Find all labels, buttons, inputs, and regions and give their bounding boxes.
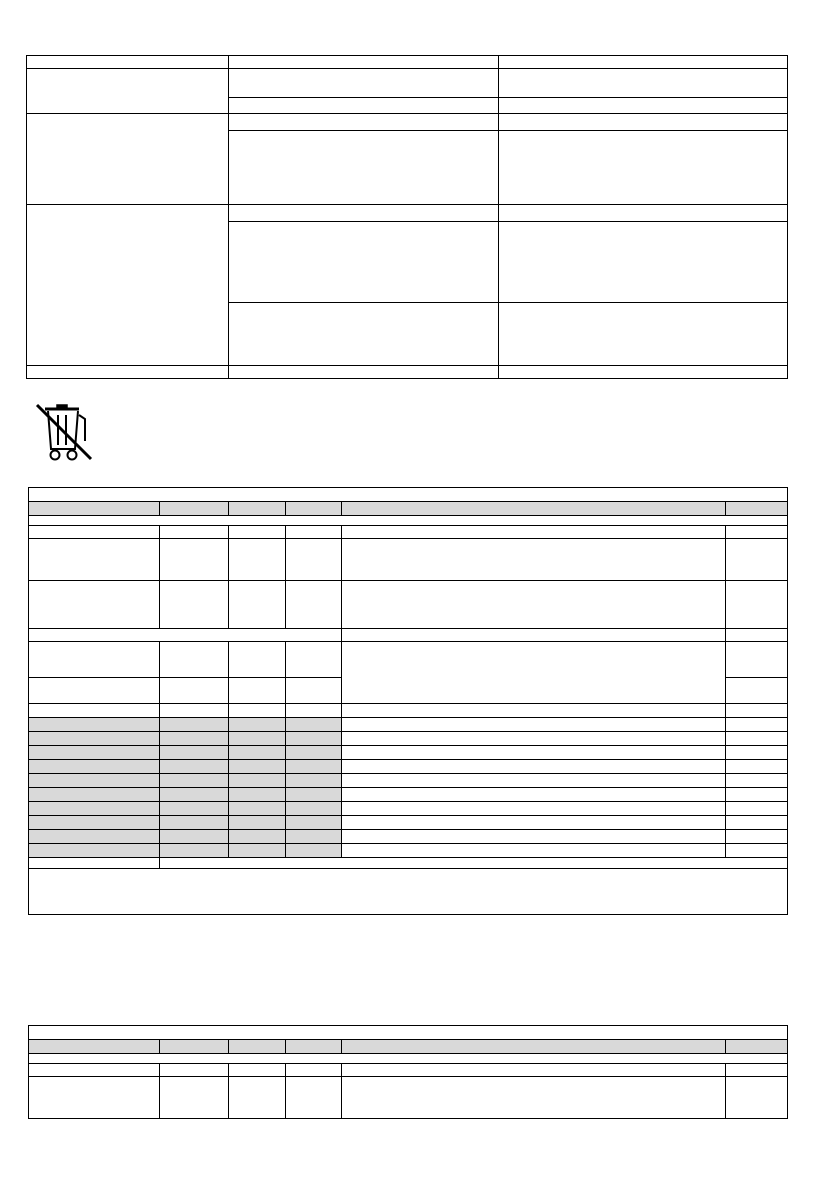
parts-main-cell <box>725 581 787 629</box>
spec-top-cell <box>228 222 498 303</box>
parts-main-cell <box>725 788 787 802</box>
parts-secondary-cell <box>159 1077 229 1119</box>
parts-main-cell <box>29 642 160 678</box>
parts-main-row <box>29 816 788 830</box>
spec-top-cell <box>27 114 229 205</box>
parts-main-cell <box>285 816 341 830</box>
spec-top-row <box>27 69 788 98</box>
parts-main-row <box>29 539 788 581</box>
spec-top-cell <box>228 56 498 69</box>
parts-main-cell <box>285 788 341 802</box>
parts-main-cell <box>285 539 341 581</box>
parts-main-cell <box>29 678 160 704</box>
parts-main-cell <box>29 816 160 830</box>
parts-main-cell <box>229 678 285 704</box>
parts-main-cell <box>285 718 341 732</box>
parts-main-cell <box>159 760 229 774</box>
parts-secondary-row <box>29 1040 788 1054</box>
parts-main-cell <box>725 678 787 704</box>
parts-main-cell <box>159 718 229 732</box>
parts-main-cell <box>285 526 341 539</box>
parts-main-cell <box>159 704 229 718</box>
parts-secondary-row <box>29 1064 788 1077</box>
parts-main-row <box>29 718 788 732</box>
parts-secondary-row <box>29 1077 788 1119</box>
parts-main-row <box>29 516 788 526</box>
parts-main-cell <box>285 732 341 746</box>
parts-main-cell <box>725 629 787 642</box>
parts-main-cell <box>159 774 229 788</box>
parts-main-row <box>29 869 788 915</box>
parts-main-cell <box>159 788 229 802</box>
parts-main-row <box>29 830 788 844</box>
spec-top-cell <box>498 131 787 205</box>
parts-main-row <box>29 642 788 678</box>
parts-secondary-cell <box>229 1040 285 1054</box>
spec-top-cell <box>228 98 498 114</box>
parts-secondary-cell <box>725 1064 787 1077</box>
parts-main-cell <box>29 581 160 629</box>
parts-main-row <box>29 802 788 816</box>
parts-main-cell <box>725 526 787 539</box>
parts-main-cell <box>725 642 787 678</box>
spec-top-cell <box>498 114 787 131</box>
parts-main-row <box>29 746 788 760</box>
parts-main-cell <box>159 746 229 760</box>
parts-main-cell <box>229 844 285 858</box>
parts-list-table-main <box>28 487 788 915</box>
parts-secondary-cell <box>229 1064 285 1077</box>
parts-main-cell <box>341 629 725 642</box>
parts-main-cell <box>341 581 725 629</box>
spec-top-cell <box>228 205 498 222</box>
parts-main-cell <box>285 844 341 858</box>
parts-secondary-cell <box>341 1040 725 1054</box>
parts-main-cell <box>285 774 341 788</box>
parts-main-cell <box>29 732 160 746</box>
parts-secondary-cell <box>29 1064 160 1077</box>
spec-top-cell <box>27 69 229 114</box>
parts-main-cell <box>229 642 285 678</box>
parts-main-cell <box>341 830 725 844</box>
parts-main-cell <box>725 746 787 760</box>
parts-main-cell <box>341 774 725 788</box>
parts-secondary-cell <box>285 1077 341 1119</box>
parts-secondary-cell <box>285 1040 341 1054</box>
parts-main-row <box>29 629 788 642</box>
parts-main-cell <box>29 516 788 526</box>
parts-main-cell <box>341 746 725 760</box>
parts-main-row <box>29 844 788 858</box>
spec-top-cell <box>498 98 787 114</box>
parts-list-table-secondary <box>28 1025 788 1119</box>
parts-main-cell <box>341 844 725 858</box>
parts-main-cell <box>159 526 229 539</box>
parts-main-cell <box>341 539 725 581</box>
parts-main-cell <box>229 718 285 732</box>
parts-main-cell <box>341 642 725 704</box>
parts-main-cell <box>725 732 787 746</box>
parts-main-cell <box>29 718 160 732</box>
specifications-table-top <box>26 55 788 379</box>
parts-main-cell <box>29 760 160 774</box>
parts-main-cell <box>341 760 725 774</box>
parts-main-cell <box>285 704 341 718</box>
parts-main-row <box>29 526 788 539</box>
parts-main-cell <box>229 760 285 774</box>
parts-main-cell <box>725 802 787 816</box>
parts-secondary-cell <box>29 1040 160 1054</box>
parts-main-cell <box>29 858 160 869</box>
parts-main-cell <box>159 732 229 746</box>
parts-secondary-cell <box>29 1054 788 1064</box>
parts-secondary-cell <box>341 1077 725 1119</box>
parts-main-cell <box>159 844 229 858</box>
parts-main-cell <box>341 526 725 539</box>
parts-main-row <box>29 502 788 516</box>
parts-main-cell <box>159 502 229 516</box>
parts-main-cell <box>159 830 229 844</box>
parts-main-cell <box>229 539 285 581</box>
spec-top-cell <box>228 131 498 205</box>
parts-main-cell <box>159 858 787 869</box>
parts-main-row <box>29 704 788 718</box>
parts-main-cell <box>229 746 285 760</box>
spec-top-cell <box>27 205 229 366</box>
parts-main-row <box>29 488 788 502</box>
spec-top-row <box>27 56 788 69</box>
spec-top-cell <box>228 69 498 98</box>
parts-secondary-row <box>29 1054 788 1064</box>
parts-main-cell <box>725 816 787 830</box>
parts-main-cell <box>725 704 787 718</box>
spec-top-cell <box>498 222 787 303</box>
parts-main-cell <box>341 732 725 746</box>
parts-main-row <box>29 732 788 746</box>
spec-top-cell <box>228 303 498 366</box>
parts-main-cell <box>29 704 160 718</box>
parts-secondary-cell <box>159 1064 229 1077</box>
parts-main-cell <box>29 629 342 642</box>
parts-main-cell <box>29 502 160 516</box>
parts-main-cell <box>725 774 787 788</box>
parts-main-row <box>29 858 788 869</box>
parts-main-cell <box>341 816 725 830</box>
parts-main-cell <box>725 844 787 858</box>
parts-secondary-cell <box>725 1040 787 1054</box>
parts-main-cell <box>29 539 160 581</box>
parts-main-cell <box>29 869 788 915</box>
parts-main-cell <box>285 581 341 629</box>
parts-main-cell <box>229 816 285 830</box>
parts-main-cell <box>159 802 229 816</box>
spec-top-cell <box>498 205 787 222</box>
spec-top-row <box>27 205 788 222</box>
spec-top-cell <box>498 69 787 98</box>
parts-main-cell <box>29 802 160 816</box>
parts-main-row <box>29 774 788 788</box>
parts-secondary-row <box>29 1026 788 1040</box>
parts-main-cell <box>285 642 341 678</box>
parts-main-cell <box>29 488 788 502</box>
parts-main-cell <box>29 788 160 802</box>
spec-top-cell <box>498 56 787 69</box>
parts-main-cell <box>229 526 285 539</box>
parts-main-cell <box>29 830 160 844</box>
parts-main-cell <box>285 746 341 760</box>
parts-main-row <box>29 760 788 774</box>
parts-main-cell <box>725 539 787 581</box>
parts-main-cell <box>725 502 787 516</box>
spec-top-cell <box>27 56 229 69</box>
parts-main-cell <box>29 746 160 760</box>
parts-main-cell <box>285 502 341 516</box>
parts-main-cell <box>229 788 285 802</box>
parts-main-cell <box>159 678 229 704</box>
parts-secondary-cell <box>29 1026 788 1040</box>
parts-main-cell <box>725 830 787 844</box>
parts-main-cell <box>229 704 285 718</box>
spec-top-cell <box>228 366 498 379</box>
spec-top-row <box>27 114 788 131</box>
parts-main-cell <box>29 844 160 858</box>
parts-main-cell <box>159 539 229 581</box>
parts-main-cell <box>725 760 787 774</box>
parts-main-cell <box>229 581 285 629</box>
spec-top-cell <box>27 366 229 379</box>
parts-main-cell <box>159 816 229 830</box>
parts-main-cell <box>285 760 341 774</box>
parts-main-cell <box>159 581 229 629</box>
parts-main-cell <box>341 788 725 802</box>
parts-main-cell <box>29 774 160 788</box>
parts-main-cell <box>159 642 229 678</box>
parts-main-cell <box>229 774 285 788</box>
parts-main-cell <box>229 502 285 516</box>
parts-main-cell <box>285 830 341 844</box>
parts-secondary-cell <box>285 1064 341 1077</box>
parts-main-cell <box>285 802 341 816</box>
parts-main-cell <box>229 732 285 746</box>
spec-top-row <box>27 366 788 379</box>
parts-main-row <box>29 788 788 802</box>
parts-main-cell <box>341 718 725 732</box>
parts-main-cell <box>229 802 285 816</box>
crossed-out-wheeled-bin-icon <box>33 397 95 469</box>
spec-top-cell <box>498 366 787 379</box>
parts-main-cell <box>341 502 725 516</box>
spec-top-cell <box>498 303 787 366</box>
parts-secondary-cell <box>29 1077 160 1119</box>
parts-main-cell <box>725 718 787 732</box>
parts-secondary-cell <box>159 1040 229 1054</box>
parts-main-cell <box>341 704 725 718</box>
parts-main-cell <box>29 526 160 539</box>
parts-secondary-cell <box>341 1064 725 1077</box>
parts-main-cell <box>341 802 725 816</box>
parts-secondary-cell <box>229 1077 285 1119</box>
parts-main-row <box>29 581 788 629</box>
parts-main-cell <box>229 830 285 844</box>
spec-top-cell <box>228 114 498 131</box>
parts-main-cell <box>285 678 341 704</box>
parts-secondary-cell <box>725 1077 787 1119</box>
